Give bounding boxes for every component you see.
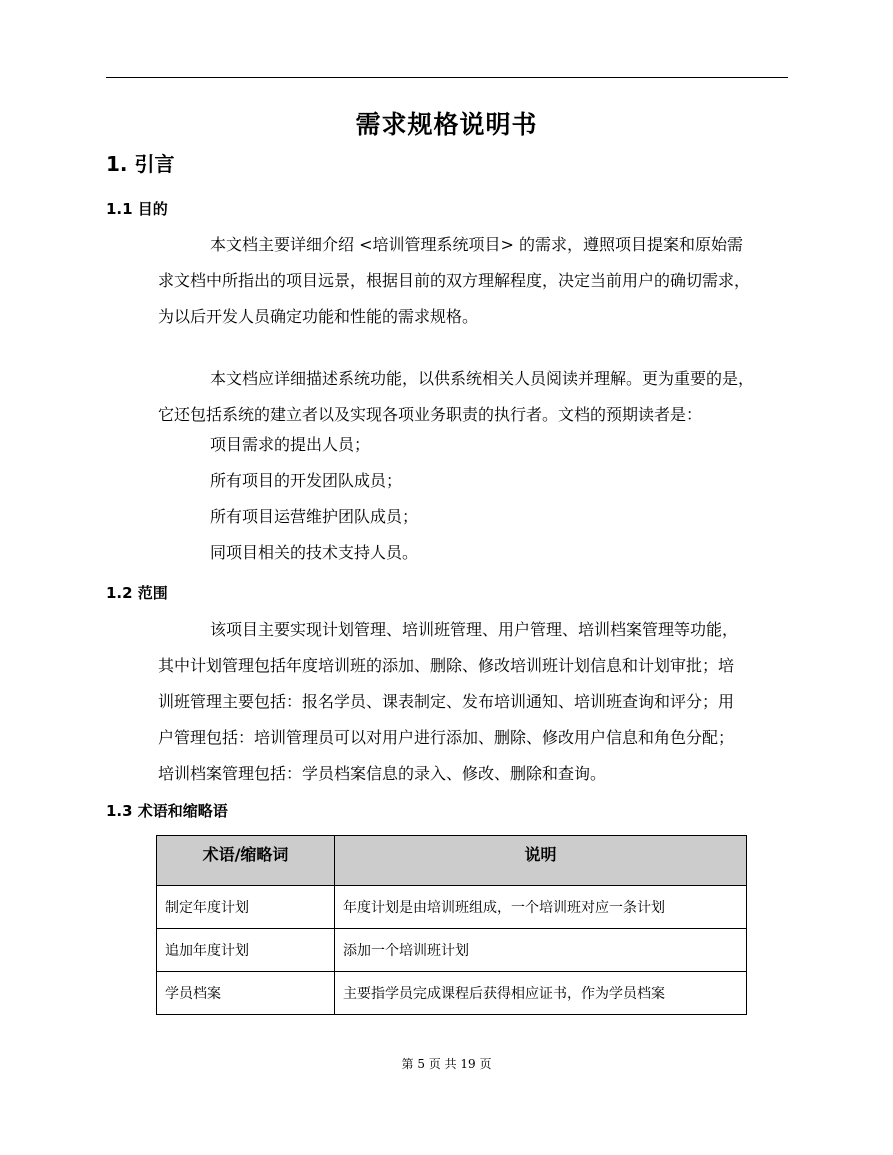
terms-table — [156, 835, 747, 1015]
table-cell: 添加一个培训班计划 — [335, 929, 747, 972]
text-line: 该项目主要实现计划管理、培训班管理、用户管理、培训档案管理等功能， — [210, 620, 739, 639]
scope-paragraph — [158, 612, 788, 792]
table-header-description: 说明 — [335, 836, 747, 886]
text-line: 本文档主要详细介绍 <培训管理系统项目> 的需求，遵照项目提案和原始需 — [210, 235, 743, 254]
table-cell: 学员档案 — [157, 972, 335, 1015]
section-heading-purpose: 1.1 目的 — [106, 200, 168, 218]
text-line: 本文档应详细描述系统功能，以供系统相关人员阅读并理解。更为重要的是， — [210, 369, 755, 388]
text-line: 训班管理主要包括：报名学员、课表制定、发布培训通知、培训班查询和评分；用 — [158, 692, 735, 711]
table-header-row — [157, 836, 747, 886]
list-item: 同项目相关的技术支持人员。 — [210, 543, 419, 562]
section-heading-terms: 1.3 术语和缩略语 — [106, 802, 228, 820]
table-cell: 主要指学员完成课程后获得相应证书，作为学员档案 — [335, 972, 747, 1015]
table-row — [157, 972, 747, 1015]
text-line: 其中计划管理包括年度培训班的添加、删除、修改培训班计划信息和计划审批；培 — [158, 656, 735, 675]
table-header-term: 术语/缩略词 — [157, 836, 335, 886]
purpose-paragraph-1 — [158, 227, 788, 335]
table-row — [157, 929, 747, 972]
text-line: 为以后开发人员确定功能和性能的需求规格。 — [158, 307, 479, 326]
text-line: 户管理包括：培训管理员可以对用户进行添加、删除、修改用户信息和角色分配； — [158, 728, 735, 747]
list-item: 所有项目的开发团队成员； — [210, 471, 403, 490]
table-cell: 年度计划是由培训班组成，一个培训班对应一条计划 — [335, 886, 747, 929]
table-cell: 追加年度计划 — [157, 929, 335, 972]
section-heading-scope: 1.2 范围 — [106, 584, 168, 602]
text-line: 它还包括系统的建立者以及实现各项业务职责的执行者。文档的预期读者是： — [158, 405, 703, 424]
readers-list — [210, 427, 418, 571]
list-item: 项目需求的提出人员； — [210, 435, 371, 454]
text-line: 求文档中所指出的项目远景，根据目前的双方理解程度，决定当前用户的确切需求， — [158, 271, 751, 290]
page-footer: 第 5 页 共 19 页 — [401, 1057, 492, 1071]
document-title: 需求规格说明书 — [355, 110, 538, 139]
purpose-paragraph-2 — [158, 361, 788, 433]
header-rule — [106, 77, 788, 78]
list-item: 所有项目运营维护团队成员； — [210, 507, 419, 526]
table-cell: 制定年度计划 — [157, 886, 335, 929]
text-line: 培训档案管理包括：学员档案信息的录入、修改、删除和查询。 — [158, 764, 607, 783]
table-row — [157, 886, 747, 929]
section-heading-introduction: 1. 引言 — [106, 152, 175, 176]
